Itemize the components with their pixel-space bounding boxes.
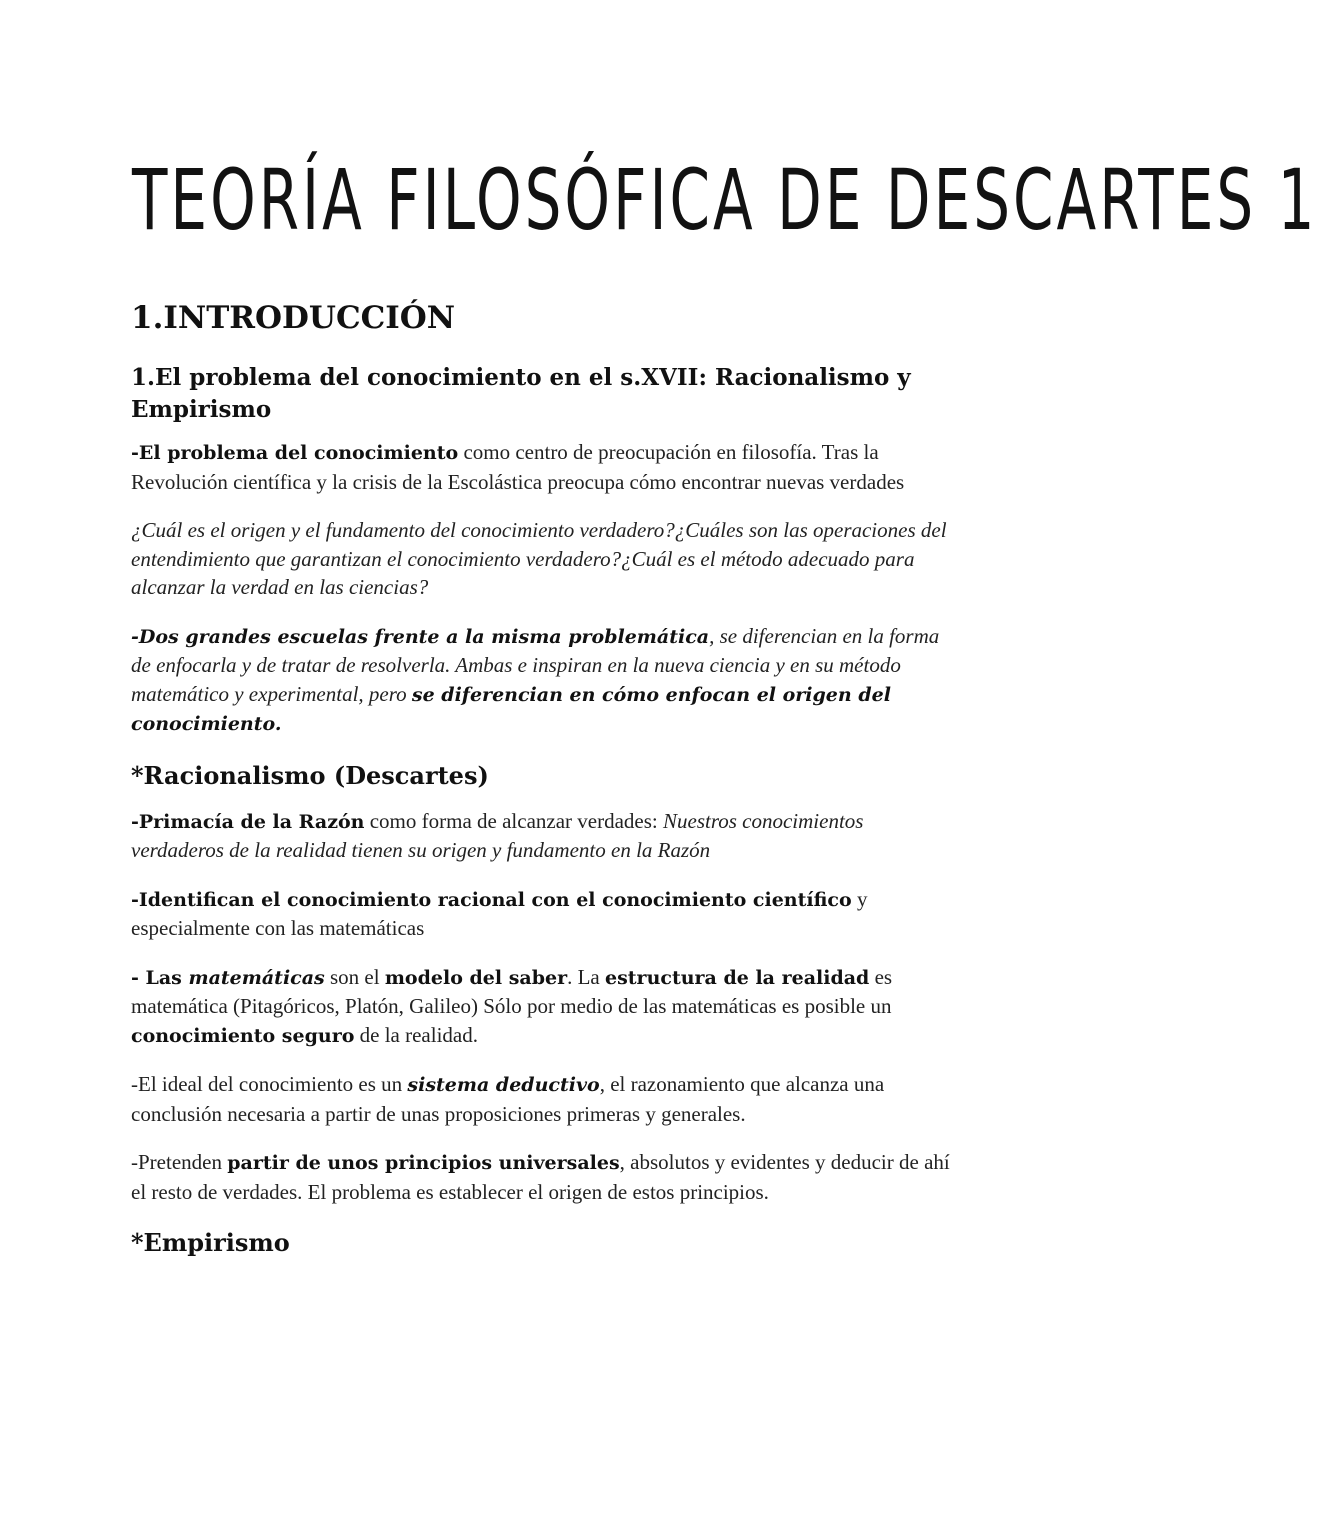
text: . La xyxy=(567,964,605,989)
text: como centro de preocupación en filosofía. Tras la Revolución científica y la crisis de la Escolástica preocupa cómo encontrar nuevas verdades xyxy=(131,440,905,494)
bold-text: -Primacía de la Razón xyxy=(131,810,365,833)
text: , absolutos y evidentes y deducir de ahí el resto de verdades. El problema es establecer el origen de estos principios. xyxy=(131,1150,950,1204)
bold-text: modelo del saber xyxy=(384,966,568,989)
paragraph-schools xyxy=(131,622,951,739)
bold-text: -El problema del conocimiento xyxy=(131,442,459,464)
paragraph-principios xyxy=(131,1148,951,1206)
bold-text: conocimiento seguro xyxy=(131,1024,355,1047)
bold-text: se diferencian en cómo enfocan el origen del conocimiento. xyxy=(131,683,891,735)
text: , se diferencian en la forma de enfocarla y de tratar de resolverla. Ambas e inspiran en la nueva ciencia y en su método matemático y experimental, pero xyxy=(131,623,940,706)
paragraph-razon xyxy=(131,807,951,865)
text: como forma de alcanzar verdades: xyxy=(364,808,663,833)
bold-text: -Dos grandes escuelas frente a la misma problemática xyxy=(131,625,710,648)
heading-racionalismo: *Racionalismo (Descartes) xyxy=(131,760,489,790)
text: y especialmente con las matemáticas xyxy=(131,886,868,940)
bold-text: estructura de la realidad xyxy=(605,966,870,989)
subsection-heading: 1.El problema del conocimiento en el s.XVII: Racionalismo y Empirismo xyxy=(131,364,911,423)
text: -Pretenden xyxy=(131,1150,228,1174)
bold-italic-text: sistema deductivo xyxy=(407,1074,600,1096)
text: -El ideal del conocimiento es un xyxy=(131,1072,408,1096)
paragraph-cientifico xyxy=(131,885,951,943)
section-heading: 1.INTRODUCCIÓN xyxy=(131,300,456,336)
text: son el xyxy=(324,964,385,989)
document-title: TEORÍA FILOSÓFICA DE DESCARTES 1 xyxy=(132,150,1318,250)
paragraph-questions: ¿Cuál es el origen y el fundamento del conocimiento verdadero?¿Cuáles son las operaciones del entendimiento que garantizan el conocimiento verdadero?¿Cuál es el método adecuado para alcanzar la verdad en las ciencias? xyxy=(131,518,947,599)
text: de la realidad. xyxy=(354,1022,478,1047)
text: es matemática (Pitagóricos, Platón, Galileo) Sólo por medio de las matemáticas es posible un xyxy=(131,964,893,1018)
paragraph-matematicas xyxy=(131,963,951,1051)
bold-italic-text: matemáticas xyxy=(188,966,325,989)
paragraph-deductivo xyxy=(131,1070,951,1128)
heading-empirismo: *Empirismo xyxy=(131,1228,290,1257)
paragraph-problem xyxy=(131,438,951,496)
bold-text: -Identifican el conocimiento racional con el conocimiento científico xyxy=(131,888,852,911)
text: , el razonamiento que alcanza una conclusión necesaria a partir de unas proposiciones primeras y generales. xyxy=(131,1072,885,1126)
bold-text: - Las xyxy=(131,966,189,989)
bold-text: partir de unos principios universales xyxy=(227,1152,620,1174)
italic-text: Nuestros conocimientos verdaderos de la realidad tienen su origen y fundamento en la Razón xyxy=(131,808,864,862)
document-body xyxy=(131,296,951,1274)
